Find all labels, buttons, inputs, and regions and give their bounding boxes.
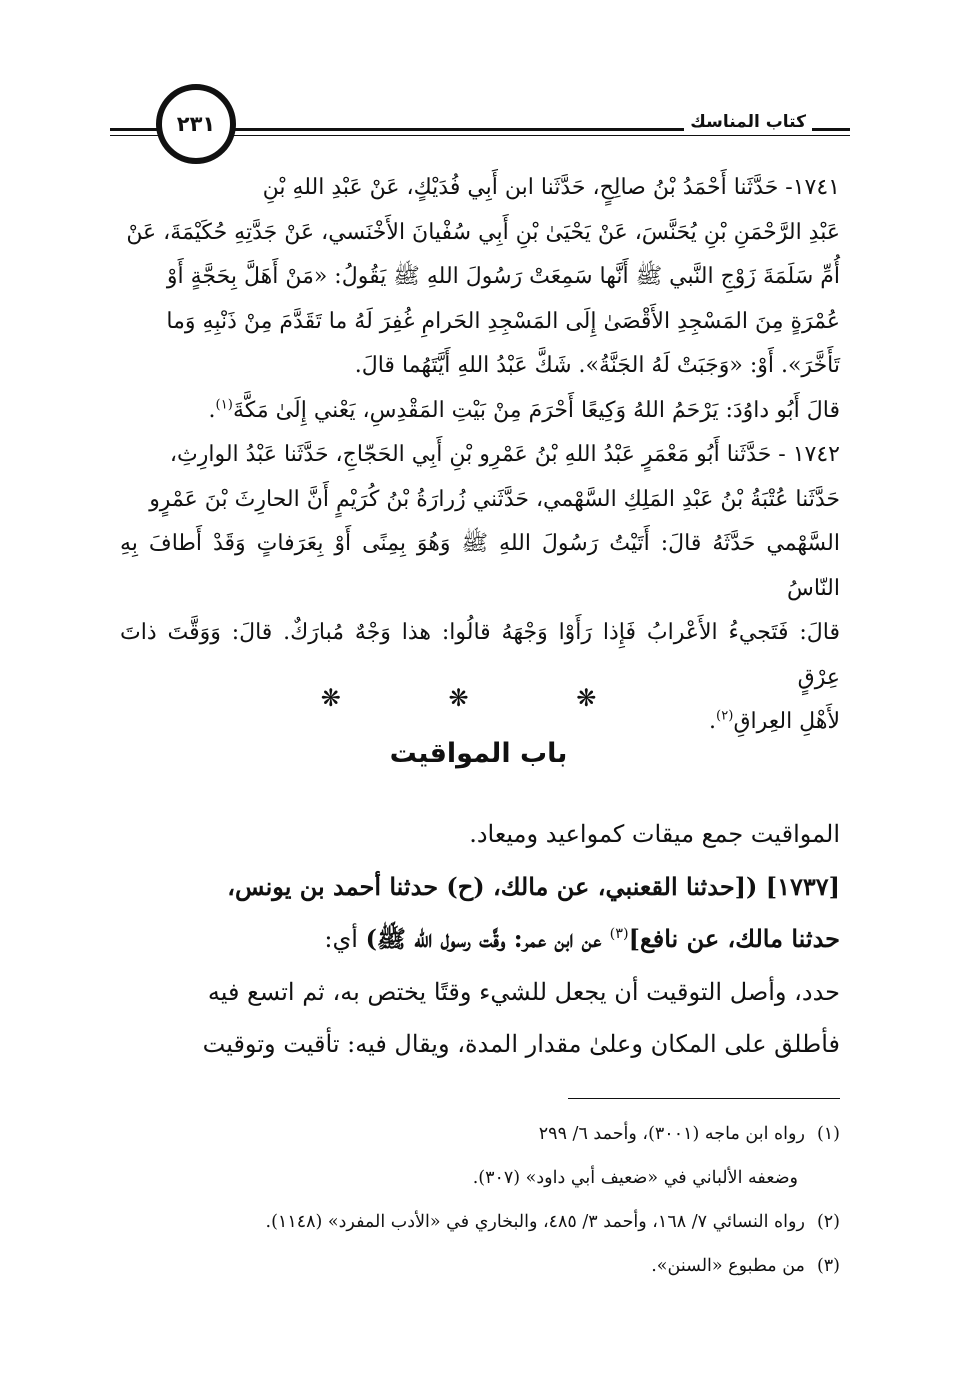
hadith-1742-line: السَّهْمي حَدَّثَهُ قالَ: أَتَيْتُ رَسُولَ اللهِ ﷺ وَهُوَ بِمِنًى أَوْ بِعَرَفاتٍ وَقَدْ أَطافَ بِهِ النّاسُ xyxy=(120,531,840,601)
hadith-1742-last-text: لأَهْلِ العِراقِ xyxy=(733,709,840,734)
commentary-text xyxy=(120,808,840,1071)
hadith-1742-line: حَدَّثَنا عُتْبَةُ بْنُ عَبْدِ المَلِكِ السَّهْمي، حَدَّثَني زُرارَةُ بْنُ كُرَيْمٍ أَنَّ الحارِثَ بْنَ عَمْرٍو xyxy=(149,486,840,512)
commentary-line: [١٧٣٧] ([حدثنا القعنبي، عن مالك، (ح) حدثنا أحمد بن يونس، xyxy=(227,871,840,901)
hadith-1742-line: قالَ: فَتَجيءُ الأَعْرابُ فَإِذا رَأَوْا وَجْهَهُ قالُوا: هذا وَجْهٌ مُبارَكٌ. قالَ: وَوَقَّتَ ذاتَ عِرْقٍ xyxy=(120,620,840,690)
commentary-bold: عن ابن عمر: وقَّت رسول الله ﷺ) xyxy=(365,924,610,953)
footnote-ref-2: (٢) xyxy=(716,708,734,724)
section-separator xyxy=(0,684,957,712)
commentary-tail: أي: xyxy=(324,925,366,953)
hadith-1741-line: ١٧٤١- حَدَّثَنا أَحْمَدُ بْنُ صالِحٍ، حَدَّثَنا ابن أَبِي فُدَيْكٍ، عَنْ عَبْدِ اللهِ بْنِ xyxy=(262,175,840,200)
star-ornament: ❋ xyxy=(576,684,637,712)
abu-dawud-note-text: قالَ أَبُو داوُدَ: يَرْحَمُ اللهُ وَكِيعًا أَحْرَمَ مِنْ بَيْتِ المَقْدِسِ، يَعْني إِلَىٰ مَكَّةَ xyxy=(232,397,840,423)
header-rule-right-thin xyxy=(228,135,850,136)
section-title: باب المواقيت xyxy=(389,738,568,769)
hadith-1741-line: تَأَخَّرَ». أَوْ: «وَجَبَتْ لَهُ الجَنَّةُ». شَكَّ عَبْدُ اللهِ أَيَّتَهُما قالَ. xyxy=(354,353,840,378)
commentary-line: فأطلق على المكان وعلىٰ مقدار المدة، ويقال فيه: تأقيت وتوقيت xyxy=(202,1030,840,1058)
footnote xyxy=(100,1156,840,1200)
hadith-1741-line: أُمِّ سَلَمَةَ زَوْجِ النَّبي ﷺ أَنَّها سَمِعَتْ رَسُولَ اللهِ ﷺ يَقُولُ: «مَنْ أَهَلَّ بِحَجَّةٍ أَوْ xyxy=(166,264,840,289)
hadith-text xyxy=(120,166,840,745)
footnote xyxy=(100,1112,840,1156)
commentary-line: حدد، وأصل التوقيت أن يجعل للشيء وقتًا يختص به، ثم اتسع فيه xyxy=(207,977,840,1006)
star-ornament: ❋ xyxy=(320,684,381,712)
book-title: كتاب المناسك xyxy=(684,112,812,132)
footnote-text: رواه ابن ماجه (٣٠٠١)، وأحمد ٦/ ٢٩٩ xyxy=(538,1124,805,1144)
hadith-1742-line: ١٧٤٢ - حَدَّثَنا أَبُو مَعْمَرٍ عَبْدُ اللهِ بْنُ عَمْرِو بْنِ أَبِي الحَجّاجِ، حَدَّثَنا عَبْدُ الوارِثِ، xyxy=(169,442,840,467)
footnote-text: رواه النسائي ٧/ ١٦٨، وأحمد ٣/ ٤٨٥، والبخاري في «الأدب المفرد» (١١٤٨). xyxy=(265,1212,805,1232)
abu-dawud-note xyxy=(120,389,840,434)
page-number: ٢٣١ xyxy=(156,84,236,164)
abu-dawud-note-end: . xyxy=(208,397,216,423)
star-ornament: ❋ xyxy=(448,684,509,712)
footnote-text: وضعفه الألباني في «ضعيف أبي داود» (٣٠٧). xyxy=(472,1168,798,1188)
footnote-number: (١) xyxy=(816,1124,840,1144)
footnote-number: (٣) xyxy=(816,1256,840,1276)
footnote-divider xyxy=(568,1098,840,1099)
footnote xyxy=(100,1200,840,1244)
footnotes xyxy=(100,1112,840,1288)
commentary-line xyxy=(120,913,840,966)
commentary-line: المواقيت جمع ميقات كمواعيد وميعاد. xyxy=(469,820,840,848)
hadith-1742-last-end: . xyxy=(709,709,717,734)
hadith-1741-line: عُمْرَةٍ مِنَ المَسْجِدِ الأَقْصَىٰ إِلَى المَسْجِدِ الحَرامِ غُفِرَ لَهُ ما تَقَدَّمَ مِنْ ذَنْبِهِ وَما xyxy=(166,308,840,334)
footnote-ref-1: (١) xyxy=(215,397,233,413)
footnote-number: (٢) xyxy=(816,1212,840,1232)
footnote-ref-3: (٣) xyxy=(609,926,629,942)
footnote-text: من مطبوع «السنن». xyxy=(651,1256,805,1276)
footnote xyxy=(100,1244,840,1288)
hadith-1741-line: عَبْدِ الرَّحْمَنِ بْنِ يُحَنَّسَ، عَنْ يَحْيَىٰ بْنِ أَبِي سُفْيانَ الأَخْنَسي، عَنْ جَدَّتِهِ حُكَيْمَةَ، عَنْ xyxy=(126,219,840,245)
commentary-bold: حدثنا مالك، عن نافع] xyxy=(628,924,840,953)
